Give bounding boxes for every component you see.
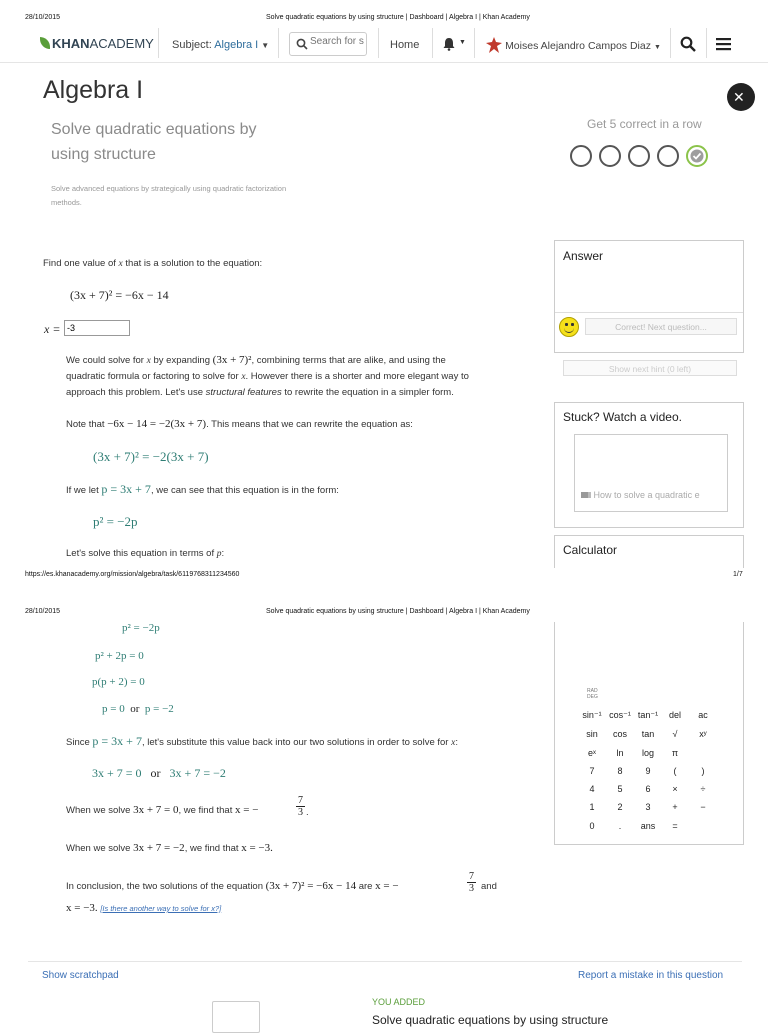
chevron-down-icon: ▼ [654,44,661,51]
video-thumbnail[interactable] [574,434,728,512]
user-menu[interactable] [486,37,661,53]
course-title: Algebra I [43,76,144,104]
report-mistake-link[interactable]: Report a mistake in this question [578,970,724,981]
correct-next-button[interactable]: Correct! Next question... [585,318,737,335]
hint-button[interactable]: Show next hint (0 left) [563,360,737,376]
print-title-2: Solve quadratic equations by using structure | Dashboard | Algebra I | Khan Academy [266,608,530,615]
calc-key[interactable]: eˣ [588,748,596,758]
exercise-description [51,182,286,210]
video-caption-row[interactable] [581,490,700,500]
solve-in-terms: Let's solve this equation in terms of p: [66,548,225,559]
chevron-down-icon: ▼ [459,39,466,46]
problem-prompt [43,256,262,272]
video-panel [554,402,744,528]
answer-panel-bottom [554,352,744,353]
prompt-pre: Find one value of [43,258,116,269]
logo-khan: KHAN [52,36,90,51]
streak-circle [628,145,650,167]
khan-logo[interactable] [40,36,154,51]
calc-key[interactable]: 2 [617,802,623,812]
solution-note: Note that −6x − 14 = −2(3x + 7). This means that we can rewrite the equation as: [66,418,413,430]
top-nav [0,28,768,63]
you-added-label: YOU ADDED [372,997,426,1007]
streak-circle [657,145,679,167]
search-icon [296,38,308,50]
print-page: 1/7 [733,571,743,578]
calc-key[interactable]: √ [672,729,678,739]
calc-key[interactable]: . [618,821,622,831]
calc-key[interactable]: ÷ [700,784,706,794]
video-title: Stuck? Watch a video. [563,410,682,424]
calc-key[interactable]: π [671,748,679,758]
footer-divider [28,961,742,962]
description-line2: methods. [51,198,82,207]
angle-mode-toggle[interactable] [587,688,598,700]
when-solve-1-end: . [306,807,309,818]
menu-icon[interactable] [716,37,731,51]
streak-label: Get 5 correct in a row [587,117,702,131]
video-camera-icon [581,492,591,498]
solution-since: Since p = 3x + 7, let's substitute this value back into our two solutions in order to solve for x: [66,734,458,748]
calculator-title: Calculator [563,543,618,557]
angle-mode-deg: DEG [587,694,598,700]
show-scratchpad-link[interactable]: Show scratchpad [42,970,119,981]
step-4: p = 0 or p = −2 [102,703,174,715]
angle-mode-rad: RAD [587,688,598,694]
calc-key[interactable]: 8 [617,766,623,776]
calc-key[interactable]: × [672,784,678,794]
home-link[interactable]: Home [390,39,420,51]
streak-circle [570,145,592,167]
calc-key[interactable]: ans [640,821,656,831]
equation-p-form: p² = −2p [93,514,138,529]
answer-title: Answer [563,249,604,263]
search-box[interactable] [289,32,367,56]
answer-var-label: x = [44,322,61,336]
conclusion: In conclusion, the two solutions of the equation (3x + 7)² = −6x − 14 are x = − [66,880,399,892]
search-input[interactable] [310,36,364,47]
calc-key[interactable]: xʸ [699,729,707,739]
equation-rewrite: (3x + 7)² = −2(3x + 7) [93,449,209,464]
print-date: 28/10/2015 [25,14,61,21]
step-1: p² = −2p [122,622,160,634]
solution-paragraph-1: We could solve for x by expanding (3x + 7)², combining terms that are alike, and using the quadratic formula or factoring to solve for x. However there is a shorter and more elegant way to approach this problem. Let's use structural features to rewrite the equation in a simpler form. [66,354,469,398]
calc-key[interactable]: del [668,710,681,720]
when-solve-1: When we solve 3x + 7 = 0, we find that x = − [66,804,259,816]
subject-dropdown[interactable] [172,39,269,51]
calc-key[interactable]: sin [586,729,598,739]
calc-key[interactable]: ( [673,766,677,776]
added-thumbnail [212,1001,260,1033]
calc-key[interactable]: 7 [589,766,595,776]
solution-let: If we let p = 3x + 7, we can see that this equation is in the form: [66,482,339,496]
conclusion-and: and [481,881,497,892]
calculator-panel-top [554,535,744,568]
step-3: p(p + 2) = 0 [92,676,145,688]
print-title: Solve quadratic equations by using structure | Dashboard | Algebra I | Khan Academy [266,14,530,21]
calc-key[interactable]: = [672,821,678,831]
calc-key[interactable]: 6 [645,784,651,794]
streak-circle [599,145,621,167]
calc-key[interactable]: 9 [645,766,651,776]
description-line1: Solve advanced equations by strategically using quadratic factorization [51,184,287,193]
bell-icon [442,37,456,51]
exercise-title-line1: Solve quadratic equations by [51,121,257,138]
checkmark-icon [688,147,706,165]
substitution-equations: 3x + 7 = 0 or 3x + 7 = −2 [92,766,226,780]
chevron-down-icon: ▼ [261,41,270,50]
prompt-post: that is a solution to the equation: [125,258,263,269]
calc-key[interactable]: ) [701,766,705,776]
fraction-7-3-conclusion: 7 3 [469,871,474,894]
calc-key[interactable]: 3 [645,802,651,812]
when-solve-2: When we solve 3x + 7 = −2, we find that x = −3. [66,842,273,854]
answer-panel [554,240,744,353]
subject-label: Subject: [172,39,212,51]
calc-key[interactable]: 0 [589,821,595,831]
leaf-icon [40,37,50,49]
notifications-button[interactable] [442,37,466,53]
calc-key[interactable]: 4 [589,784,595,794]
logo-academy: ACADEMY [89,36,154,51]
fraction-7-3: 7 3 [298,795,303,818]
calc-key[interactable]: cos⁻¹ [609,710,631,720]
search-icon[interactable] [680,36,696,52]
calc-key[interactable]: ln [616,748,624,758]
calc-key[interactable]: log [641,748,654,758]
user-name: Moises Alejandro Campos Diaz [505,40,651,52]
problem-equation: (3x + 7)² = −6x − 14 [70,288,169,302]
calc-key[interactable]: tan [641,729,655,739]
calc-key[interactable]: ac [698,710,708,720]
step-2: p² + 2p = 0 [95,650,144,662]
exercise-title-line2: using structure [51,146,156,163]
close-icon[interactable]: ✕ [727,83,755,111]
calc-key[interactable]: 5 [617,784,623,794]
calc-key[interactable]: 1 [589,802,595,812]
print-date-2: 28/10/2015 [25,608,61,615]
calc-key[interactable]: tan⁻¹ [637,710,659,720]
prompt-var: x [118,259,123,269]
calc-key[interactable]: cos [612,729,627,739]
print-url: https://es.khanacademy.org/mission/algebra/task/6119768311234560 [25,571,240,578]
calc-key[interactable]: + [672,802,678,812]
added-title: Solve quadratic equations by using structure [372,1013,609,1027]
answer-input[interactable] [64,320,130,336]
conclusion-line2: x = −3. [Is there another way to solve for x?] [66,902,222,914]
avatar [486,37,502,53]
subject-value: Algebra I [214,39,259,51]
calc-key[interactable]: − [700,802,706,812]
streak-circle [686,145,708,167]
calc-key[interactable]: sin⁻¹ [582,710,602,720]
another-way-link[interactable]: [Is there another way to solve for x?] [100,904,222,913]
video-caption: How to solve a quadratic e [593,490,700,500]
exercise-title [51,117,256,167]
smiley-icon [559,317,579,337]
